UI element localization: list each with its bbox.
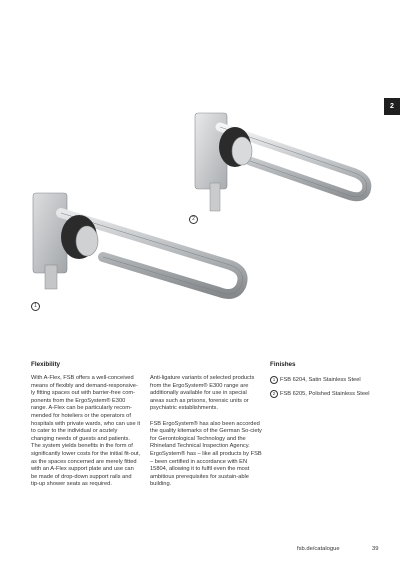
product-image-satin-rail	[25, 185, 255, 315]
flexibility-heading: Flexibility	[31, 361, 61, 368]
finish-item-2	[270, 390, 369, 398]
finish-label: FSB 6204, Satin Stainless Steel	[280, 377, 361, 383]
product-marker-2: 2	[189, 215, 198, 224]
footer-url: fsb.de/catalogue	[297, 546, 340, 552]
product-marker-1: 1	[31, 302, 40, 311]
section-tab: 2	[384, 98, 400, 115]
flexibility-column-2	[150, 375, 262, 497]
flexibility-column-1	[31, 375, 141, 497]
finish-number-badge: 1	[270, 376, 278, 384]
finish-item-1	[270, 376, 361, 384]
flexibility-paragraph: With A-Flex, FSB offers a well-conceived means of flexibly and demand-responsive-ly fitting spaces out with barrier-free com-ponents from the ErgoSystem® E300 range. A-Flex can be particularly recom-mended for hoteliers or the operators of hospitals with private wards, who can use it to cater to the individual or acutely changing needs of guests and patients. The system yields benefits in the form of significantly lower costs for the initial fit-out, as the spaces concerned are merely fitted with an A-Flex support plate and use can be made of drop-down support rails and tip-up shower seats as required.	[31, 375, 141, 488]
finishes-heading: Finishes	[270, 361, 296, 368]
finish-label: FSB 6205, Polished Stainless Steel	[280, 391, 370, 397]
flexibility-paragraph: Anti-ligature variants of selected products from the ErgoSystem® E300 range are additionally available for use in special areas such as prisons, forensic units or psychiatric establishments.	[150, 375, 255, 412]
page-number: 39	[372, 546, 379, 552]
finish-number-badge: 2	[270, 390, 278, 398]
flexibility-paragraph: FSB ErgoSystem® has also been accorded the quality kitemarks of the German So-ciety for Gerontological Technology and the Rhineland Technical Inspection Agency. ErgoSystem® has – like all products by FSB – been certified in accordance with EN 15804, allowing it to fulfil even the most ambitious prerequisites for sustain-able building.	[150, 420, 262, 488]
